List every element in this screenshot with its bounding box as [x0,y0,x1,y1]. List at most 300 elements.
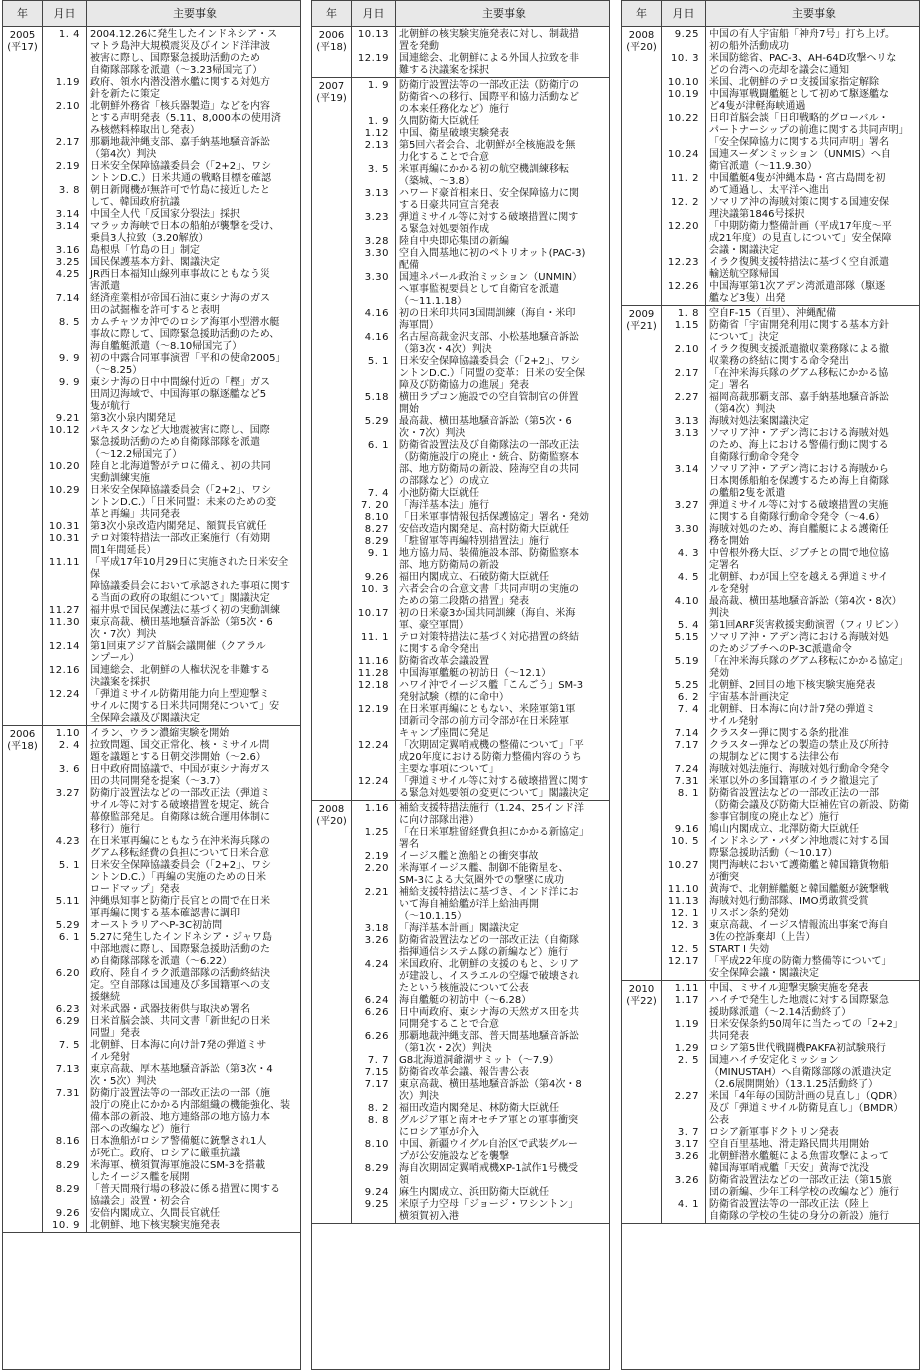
event-text: 米軍再編にかかる初の航空機訓練移転 （築城、〜3.8） [399,164,569,187]
event-text: 日本漁船がロシア警備艇に銃撃され1人 が死亡。政府、ロシアに厳重抗議 [90,1136,267,1159]
event-row [352,248,609,272]
event-text: 日中政府間協議で、中国が東シナ海ガス 田の共同開発を提案（〜3.7） [90,764,270,787]
event-date: 2.27 [662,392,706,416]
event-text: 海賊対処法施行、海賊対処行動命令発令 [709,764,889,775]
event-date: 2.17 [43,137,87,161]
event-text: 海賊対処のため、海自艦艇による護衛任 務を開始 [709,524,889,547]
event-date: 7.17 [352,1079,396,1103]
event-row [352,656,609,668]
event-text: 小池防衛大臣就任 [399,488,479,499]
event-date: 8.10 [352,1139,396,1163]
event-text: 米海軍、横須賀海軍施設にSM-3を搭載 したイージス艦を展開 [90,1160,265,1183]
event-text: 海賊対処法案閣議決定 [709,416,809,427]
event-date: 4.23 [43,836,87,860]
event-text: 政府、領水内潜没潜水艦に関する対処方 針を新たに策定 [90,77,270,100]
event-text: 日米安全保障協議委員会（「2+2」、ワシ ントンD.C.）「再編の実施のための日米 ロードマップ」発表 [90,860,272,895]
event-row [662,89,919,113]
event-text: 中国、衛星破壊実験発表 [399,128,509,139]
event-date: 3. 5 [352,164,396,188]
event-text: 安倍内閣成立、久間長官就任 [90,1208,220,1219]
event-text: パキスタンなど大地震被害に際し、国際 緊急援助活動のため自衛隊部隊を派遣 （〜12.2帰国完了） [90,425,270,460]
event-text: 「在沖米海兵隊のグアム移転にかかる協 定」署名 [709,368,889,391]
event-text: 第1回ARF災害救援実動演習（フィリピン） [709,620,905,631]
event-text: 那覇地裁沖縄支部、普天間基地騒音訴訟 （第1次・2次）判決 [399,1031,579,1054]
event-text: グルジア軍と南オセチア軍との軍事衝突 にロシア軍が介入 [399,1115,579,1138]
event-row [43,1184,300,1208]
event-date: 9.21 [43,413,87,425]
event-row [662,344,919,368]
event-text: 島根県「竹島の日」制定 [90,245,200,256]
event-text: 日米安保条約50周年に当たっての「2+2」 共同発表 [709,1019,903,1042]
event-row [662,764,919,776]
event-text: 「日米軍事情報包括保護協定」署名・発効 [399,512,589,523]
event-date: 12.24 [43,689,87,725]
event-text: 麻生内閣成立、浜田防衛大臣就任 [399,1187,549,1198]
event-row [352,572,609,584]
event-row [662,596,919,620]
event-text: 国連ハイチ安定化ミッション （MINUSTAH）へ自衛隊部隊の派遣決定 （2.6展開開始）（13.1.25活動終了） [709,1055,892,1090]
event-row [662,656,919,680]
event-row [662,896,919,908]
event-date: 3.26 [662,1175,706,1199]
event-date: 1. 4 [43,27,87,77]
event-date: 3.16 [43,245,87,257]
event-row [352,863,609,887]
event-text: G8北海道洞爺湖サミット（〜7.9） [399,1055,559,1066]
event-text: 横田ラプコン施設での空自管制官の併置 開始 [399,392,579,415]
event-text: 日米首脳会談、共同文書「新世紀の日米 同盟」発表 [90,1016,270,1039]
event-row [352,536,609,548]
event-text: 在日米軍再編にともない、米陸軍第1軍 団新司令部の前方司令部が在日米陸軍 キャンプ座間に発足 [399,704,576,739]
event-text: 防衛庁設置法などの一部改正法（弾道ミ サイル等に対する破壊措置を規定、統合 幕僚監部発足。自衛隊は統合運用体制に 移行）施行 [90,788,270,835]
event-text: 「在日米軍駐留経費負担にかかる新協定」 署名 [399,827,589,850]
event-text: 補給支援特措法施行（1.24、25インド洋 に向け部隊出港） [399,803,584,826]
event-date: 7.17 [662,740,706,764]
event-row [43,185,300,209]
event-text: 5.27に発生したインドネシア・ジャワ島 中部地震に際し、国際緊急援助活動のた め自衛隊部隊を派遣（〜6.22） [90,932,272,967]
event-date: 3.14 [662,464,706,500]
event-date: 3.30 [352,248,396,272]
event-text: ロシア新軍事ドクトリン発表 [709,1127,839,1138]
event-date: 8.29 [43,1160,87,1184]
event-date: 9. 1 [352,548,396,572]
event-row [662,197,919,221]
event-row [43,788,300,836]
event-text: ソマリア沖・アデン湾における海賊から 日本関係船舶を保護するため海上自衛隊 の艦船2隻を派遣 [709,464,889,499]
event-date: 1.19 [662,1019,706,1043]
event-text: 日米安全保障協議委員会（「2+2」、ワシ ントンD.C.）日米共通の戦略目標を確認 [90,161,272,184]
event-date: 12.24 [352,740,396,776]
event-row [352,887,609,923]
event-date: 2.17 [662,368,706,392]
event-row [43,1208,300,1220]
event-row [352,923,609,935]
event-date: 10.29 [43,485,87,521]
event-date: 4.16 [352,332,396,356]
event-date: 7.31 [43,1088,87,1136]
event-row [352,668,609,680]
event-text: 国連総会、北朝鮮による外国人拉致を非 難する決議案を採択 [399,53,579,76]
event-text: 北朝鮮の核実験実施発表に対し、制裁措 置を発動 [399,29,579,52]
event-row [662,920,919,944]
event-row [352,440,609,488]
event-date: 5. 4 [662,620,706,632]
year-cell: 2005 (平17) [3,27,43,725]
event-date: 1.25 [352,827,396,851]
event-row [352,1139,609,1163]
event-text: ハワード豪首相来日、安全保障協力に関 する日豪共同宣言発表 [399,188,579,211]
event-row [662,860,919,884]
header-year: 年 [3,1,43,26]
event-date: 3.30 [352,272,396,308]
event-row [662,1091,919,1127]
event-text: 政府、陸自イラク派遣部隊の活動終結決 定。空自部隊は国連及び多国籍軍への支 援継続 [90,968,270,1003]
event-row [43,1160,300,1184]
event-text: 中国海軍戦闘艦艇として初めて駆逐艦な ど4隻が津軽海峡通過 [709,89,889,112]
column-header [622,1,919,27]
year-cell: 2009 (平21) [622,306,662,980]
event-text: 空自百里基地、滑走路民間共用開始 [709,1139,869,1150]
event-row [352,740,609,776]
event-text: 初の日米豪3か国共同訓練（海自、米海 軍、豪空軍間） [399,608,576,631]
event-row [662,27,919,53]
event-row [662,692,919,704]
event-date: 8.10 [352,512,396,524]
event-row [352,1103,609,1115]
event-row [662,1019,919,1043]
event-text: 防衛省設置法などの一部改正法（第15旅 団の新編、少年工科学校の改編など）施行 [709,1175,899,1198]
event-date: 6.26 [352,1007,396,1031]
event-row [43,1064,300,1088]
event-text: 北朝鮮、日本海に向け計7発の弾道ミサ イル発射 [90,1040,267,1063]
event-row [662,944,919,956]
event-text: イラク復興支援特措法に基づく空自派遣 輸送航空隊帰国 [709,257,889,280]
event-row [352,1055,609,1067]
event-text: 関門海峡において護衛艦と韓国籍貨物船 が衝突 [709,860,889,883]
event-text: 初の日米印共同3国間訓練（海自・米印 海軍間） [399,308,576,331]
event-row [352,392,609,416]
event-row [662,981,919,995]
event-date: 12.19 [352,53,396,77]
event-date: 5.11 [43,896,87,920]
event-date: 6. 1 [43,932,87,968]
event-date: 1.11 [662,981,706,995]
event-row [662,428,919,464]
event-date: 5.25 [662,680,706,692]
event-date: 4. 1 [662,1199,706,1223]
event-text: ソマリア沖・アデン湾における海賊対処 のためジブチへのP-3C派遣命令 [709,632,889,655]
event-date: 2.10 [662,344,706,368]
year-cell: 2008 (平20) [622,27,662,305]
event-date: 7.31 [662,776,706,788]
event-text: 国連ネパール政治ミッション（UNMIN） へ軍事監視要員として自衛官を派遣 （〜11.1.18） [399,272,583,307]
event-date: 8. 2 [352,1103,396,1115]
event-text: 空自F-15（百里）、沖縄配備 [709,308,837,319]
event-date: 10. 5 [662,836,706,860]
column-1 [2,0,301,1370]
event-text: 東京高裁、横田基地騒音訴訟（第5次・6 次・7次）判決 [90,617,273,640]
event-date: 10.17 [352,608,396,632]
event-row [352,78,609,116]
event-date: 11. 2 [662,173,706,197]
event-date: 2.19 [352,851,396,863]
event-text: テロ対策特措法に基づく対応措置の終結 に関する命令発出 [399,632,579,655]
event-date: 12. 3 [662,920,706,944]
year-block [3,726,300,1233]
event-text: 海賊対処行動部隊、IMO勇敢賞受賞 [709,896,869,907]
event-row [43,605,300,617]
event-row [43,689,300,725]
event-row [662,392,919,416]
event-text: 福田改造内閣発足、林防衛大臣就任 [399,1103,559,1114]
event-row [43,353,300,377]
year-block [622,306,919,981]
column-2 [311,0,610,1370]
event-row [352,1031,609,1055]
event-row [43,533,300,557]
event-date: 2.21 [352,887,396,923]
event-row [352,584,609,608]
event-date: 6.20 [43,968,87,1004]
event-row [352,488,609,500]
event-row [662,572,919,596]
event-date: 11. 1 [352,632,396,656]
event-date: 12.23 [662,257,706,281]
event-row [662,548,919,572]
event-text: 東京高裁、厚木基地騒音訴訟（第3次・4 次・5次）判決 [90,1064,273,1087]
event-text: 対米武器・武器技術供与取決め署名 [90,1004,250,1015]
year-block [312,27,609,78]
event-text: イラン、ウラン濃縮実験を開始 [90,728,230,739]
event-text: 名古屋高裁金沢支部、小松基地騒音訴訟 （第3次・4次）判決 [399,332,579,355]
event-date: 12.17 [662,956,706,980]
event-text: 海自次期固定翼哨戒機XP-1試作1号機受 領 [399,1163,578,1186]
event-text: 朝日新聞機が無許可で竹島に接近したと して、韓国政府抗議 [90,185,270,208]
event-row [662,728,919,740]
event-date: 3.13 [662,428,706,464]
event-text: 中国艦艇4隻が沖縄本島・宮古島間を初 めて通過し、太平洋へ進出 [709,173,886,196]
event-date: 12. 1 [662,908,706,920]
event-row [43,896,300,920]
event-text: イラク復興支援派遣撤収業務隊による撤 収業務の終結に関する命令発出 [709,344,889,367]
event-text: 東シナ海の日中中間線付近の「樫」ガス 田周辺海域で、中国海軍の駆逐艦など5 隻が航行 [90,377,270,412]
event-row [352,1067,609,1079]
event-date: 9.24 [352,1187,396,1199]
event-row [662,464,919,500]
event-row [352,801,609,827]
event-date: 10.10 [662,77,706,89]
event-text: ロシア第5世代戦闘機PAKFA初試験飛行 [709,1043,886,1054]
event-text: 第5回六者会合、北朝鮮が全核施設を無 力化することで合意 [399,140,576,163]
event-row [43,461,300,485]
event-date: 10.24 [662,149,706,173]
event-row [662,500,919,524]
event-row [662,704,919,728]
event-text: 米海軍イージス艦、制御不能衛星を、 SM-3による大気圏外での撃墜に成功 [399,863,569,886]
event-date: 10.13 [352,27,396,53]
event-date: 7. 5 [43,1040,87,1064]
event-date: 7.14 [43,293,87,317]
event-row [352,680,609,704]
event-date: 3.14 [43,221,87,245]
event-row [662,320,919,344]
event-text: 防衛省設置法などの一部改正法（自衛隊 指揮通信システム隊の新編など）施行 [399,935,579,958]
event-row [352,1007,609,1031]
event-date: 5.29 [352,416,396,440]
event-date: 12.14 [43,641,87,665]
event-row [662,632,919,656]
event-text: 防衛省設置法等の一部改正法（陸上 自衛隊の学校の生徒の身分の新設）施行 [709,1199,889,1222]
event-date: 10.27 [662,860,706,884]
event-row [43,1136,300,1160]
event-row [43,27,300,77]
header-date: 月日 [352,1,396,26]
event-date: 3.30 [662,524,706,548]
event-row [662,788,919,824]
event-row [352,776,609,800]
event-row [662,524,919,548]
event-date: 4. 3 [662,548,706,572]
year-block [622,981,919,1224]
event-row [662,740,919,764]
event-text: 宇宙基本計画決定 [709,692,789,703]
event-date: 6.24 [352,995,396,1007]
event-row [662,1175,919,1199]
event-date: 8.27 [352,524,396,536]
event-date: 3.14 [43,209,87,221]
event-text: 北朝鮮、2回目の地下核実験実施発表 [709,680,876,691]
event-date: 3.27 [43,788,87,836]
event-text: 経済産業相が帝国石油に東シナ海のガス 田の試掘権を許可すると表明 [90,293,270,316]
event-text: 「平成22年度の防衛力整備等について」 安全保障会議・閣議決定 [709,956,892,979]
event-row [43,1220,300,1232]
event-row [43,968,300,1004]
event-text: 中国海軍第1次アデン湾派遣部隊（駆逐 艦など3隻）出発 [709,281,886,304]
event-date: 3.26 [352,935,396,959]
event-date: 4. 5 [662,572,706,596]
column-header [3,1,300,27]
event-row [43,740,300,764]
event-row [43,726,300,740]
event-text: 国連スーダンミッション（UNMIS）へ自 衛官派遣（〜11.9.30） [709,149,891,172]
event-date: 8.29 [43,1184,87,1208]
event-date: 11.27 [43,605,87,617]
event-date: 6.23 [43,1004,87,1016]
event-row [43,1088,300,1136]
year-cell: 2008 (平20) [312,801,352,1223]
event-text: 日中両政府、東シナ海の天然ガス田を共 同開発することで合意 [399,1007,579,1030]
event-date: 8.16 [43,1136,87,1160]
event-row [662,824,919,836]
event-date: 10. 3 [352,584,396,608]
event-date: 8.29 [352,1163,396,1187]
event-text: ソマリア沖・アデン湾における海賊対処 のため、海上における警備行動に関する 自衛隊行動命令発令 [709,428,889,463]
event-text: 「弾道ミサイル防衛用能力向上型迎撃ミ サイルに関する日米共同開発について」安 全保障会議及び閣議決定 [90,689,280,724]
event-date: 5.18 [352,392,396,416]
event-row [352,27,609,53]
event-row [352,827,609,851]
event-text: 米国防総省、PAC-3、AH-64D攻撃ヘリな どの台湾への売却を議会に通知 [709,53,897,76]
year-cell: 2010 (平22) [622,981,662,1223]
event-row [352,1079,609,1103]
event-row [662,368,919,392]
event-date: 6.26 [352,1031,396,1055]
event-text: 弾道ミサイル等に対する破壊措置の実施 に関する自衛隊行動命令発令（〜4.6） [709,500,889,523]
event-text: 北朝鮮、地下核実験実施発表 [90,1220,220,1231]
event-date: 4.10 [662,596,706,620]
event-text: 海自艦艇の初訪中（〜6.28） [399,995,532,1006]
event-row [43,1040,300,1064]
event-row [662,776,919,788]
event-date: 7.14 [662,728,706,740]
event-text: 「普天間飛行場の移設に係る措置に関する 協議会」設置・初会合 [90,1184,280,1207]
event-row [43,221,300,245]
event-text: 米軍以外の多国籍軍のイラク撤退完了 [709,776,879,787]
event-text: 「駐留軍等再編特別措置法」施行 [399,536,549,547]
event-date: 7. 4 [662,704,706,728]
event-date: 5.15 [662,632,706,656]
event-date: 12. 2 [662,197,706,221]
event-date: 11.10 [662,884,706,896]
event-date: 12.26 [662,281,706,305]
event-row [352,128,609,140]
event-text: イージス艦と漁船との衝突事故 [399,851,539,862]
event-date: 12.16 [43,665,87,689]
event-date: 12.18 [352,680,396,704]
event-date: 12.20 [662,221,706,257]
event-text: 黄海で、北朝鮮艦艇と韓国艦艇が銃撃戦 [709,884,889,895]
event-date: 7. 20 [352,500,396,512]
event-text: 第3次小泉改造内閣発足、額賀長官就任 [90,521,267,532]
event-row [43,293,300,317]
event-text: 米原子力空母「ジョージ・ワシントン」 横須賀初入港 [399,1199,579,1222]
event-row [662,173,919,197]
event-date: 2.27 [662,1091,706,1127]
event-text: 久間防衛大臣就任 [399,116,479,127]
event-date: 3. 6 [43,764,87,788]
event-date: 1.29 [662,1043,706,1055]
event-row [662,53,919,77]
event-date: 5. 1 [43,860,87,896]
header-event: 主要事象 [173,6,217,20]
event-text: START I 失効 [709,944,770,955]
event-date: 10.19 [662,89,706,113]
event-row [43,245,300,257]
event-text: 防衛省設置法及び自衛隊法の一部改正法 （防衛施設庁の廃止・統合、防衛監察本 部、地方防衛局の新設、陸海空自の共同 の部隊など）の成立 [399,440,579,487]
event-date: 9.25 [352,1199,396,1223]
column-3 [621,0,920,1370]
event-text: 防衛省設置法などの一部改正法の一部 （防衛会議及び防衛大臣補佐官の新設、防衛 参事官制度の廃止など）施行 [709,788,909,823]
event-date: 3.25 [43,257,87,269]
event-text: 防衛省改革会議、報告書公表 [399,1067,529,1078]
event-row [43,77,300,101]
event-text: 補給支援特措法に基づき、インド洋にお いて海自補給艦が洋上給油再開 （〜10.1.15） [399,887,579,922]
event-row [662,620,919,632]
event-row [352,632,609,656]
event-row [662,416,919,428]
event-row [352,851,609,863]
event-text: 地方協力局、装備施設本部、防衛監察本 部、地方防衛局の新設 [399,548,579,571]
event-row [352,995,609,1007]
event-text: 初の中露合同軍事演習「平和の使命2005」 （〜8.25） [90,353,286,376]
event-date: 3.23 [352,212,396,236]
event-text: 米国、北朝鮮のテロ支援国家指定解除 [709,77,879,88]
event-date: 7.15 [352,1067,396,1079]
event-row [43,557,300,605]
event-date: 7. 4 [352,488,396,500]
event-row [662,149,919,173]
event-date: 3.17 [662,1139,706,1151]
